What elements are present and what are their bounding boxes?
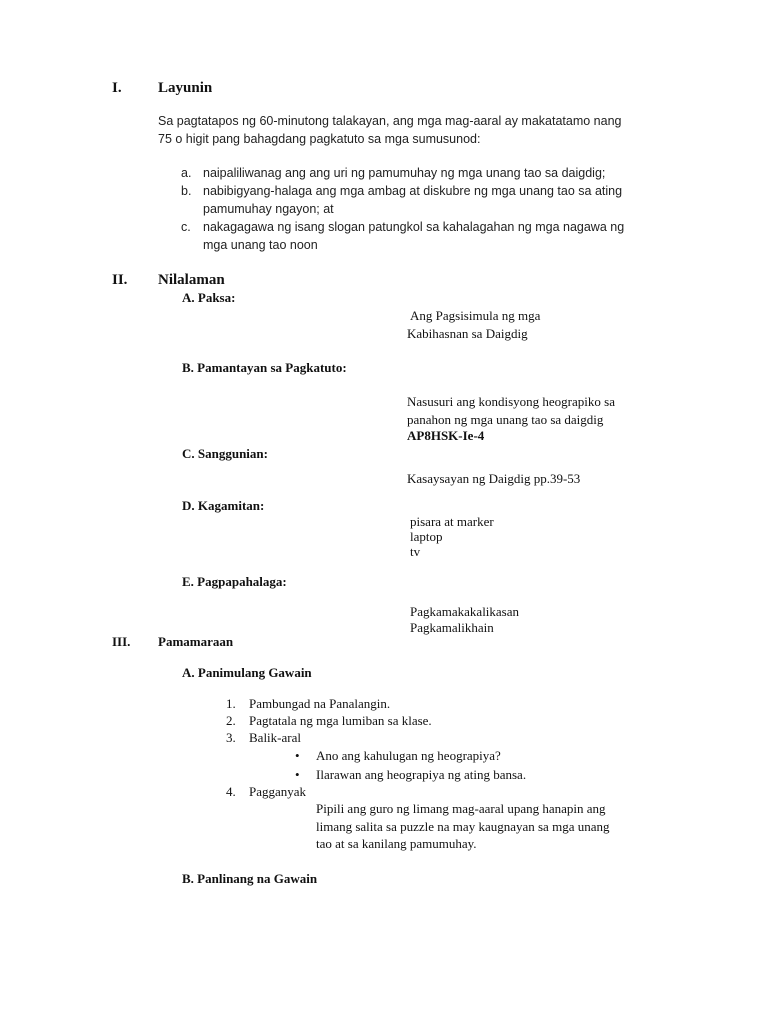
section-1-title: Layunin	[158, 80, 213, 96]
objective-a-marker: a.	[181, 166, 192, 180]
sanggunian-text: Kasaysayan ng Daigdig pp.39-53	[407, 471, 581, 486]
paksa-line-1: Ang Pagsisimula ng mga	[410, 308, 541, 323]
objective-c-line-2: mga unang tao noon	[203, 238, 318, 252]
paksa-label: A. Paksa:	[182, 290, 236, 305]
section-2-title: Nilalaman	[158, 272, 225, 288]
pamantayan-line-1: Nasusuri ang kondisyong heograpiko sa	[407, 394, 615, 409]
objective-c-marker: c.	[181, 220, 191, 234]
intro-line-2: 75 o higit pang bahagdang pagkatuto sa mga sumusunod:	[158, 132, 481, 146]
objective-b-line-1: nabibigyang-halaga ang mga ambag at diskubre ng mga unang tao sa ating	[203, 184, 623, 198]
paksa-line-2: Kabihasnan sa Daigdig	[407, 326, 528, 341]
panimulang-gawain-label: A. Panimulang Gawain	[182, 665, 312, 680]
step-text: Pambungad na Panalangin.	[249, 696, 391, 711]
objective-c-line-1: nakagagawa ng isang slogan patungkol sa kahalagahan ng mga nagawa ng	[203, 220, 625, 234]
pagganyak-detail-line: limang salita sa puzzle na may kaugnayan sa mga unang	[316, 819, 610, 834]
bullet-icon: •	[295, 767, 300, 782]
section-2-numeral: II.	[112, 272, 128, 288]
step-number: 4.	[226, 784, 236, 799]
kagamitan-item: pisara at marker	[410, 514, 494, 529]
sanggunian-label: C. Sanggunian:	[182, 446, 268, 461]
step-text: Pagganyak	[249, 784, 307, 799]
pagpapahalaga-label: E. Pagpapahalaga:	[182, 574, 287, 589]
pagganyak-detail-line: Pipili ang guro ng limang mag-aaral upang hanapin ang	[316, 801, 606, 816]
objective-b-marker: b.	[181, 184, 192, 198]
objective-b-line-2: pamumuhay ngayon; at	[203, 202, 334, 216]
section-3-numeral: III.	[112, 634, 131, 649]
bullet-text: Ilarawan ang heograpiya ng ating bansa.	[316, 767, 527, 782]
bullet-icon: •	[295, 748, 300, 763]
step-number: 1.	[226, 696, 236, 711]
pamantayan-line-2: panahon ng mga unang tao sa daigdig	[407, 412, 604, 427]
pagganyak-detail-line: tao at sa kanilang pamumuhay.	[316, 836, 477, 851]
pagpapahalaga-item: Pagkamalikhain	[410, 620, 494, 635]
pamantayan-label: B. Pamantayan sa Pagkatuto:	[182, 360, 347, 375]
competency-code: AP8HSK-Ie-4	[407, 428, 485, 443]
step-text: Pagtatala ng mga lumiban sa klase.	[249, 713, 432, 728]
intro-line-1: Sa pagtatapos ng 60-minutong talakayan, ang mga mag-aaral ay makatatamo nang	[158, 114, 622, 128]
kagamitan-label: D. Kagamitan:	[182, 498, 265, 513]
objective-a-line-1: naipaliliwanag ang ang uri ng pamumuhay ng mga unang tao sa daigdig;	[203, 166, 606, 180]
pagpapahalaga-item: Pagkamakakalikasan	[410, 604, 520, 619]
step-text: Balik-aral	[249, 730, 301, 745]
step-number: 2.	[226, 713, 236, 728]
kagamitan-item: tv	[410, 544, 421, 559]
section-3-title: Pamamaraan	[158, 634, 234, 649]
step-number: 3.	[226, 730, 236, 745]
panlinang-gawain-label: B. Panlinang na Gawain	[182, 871, 318, 886]
section-1-numeral: I.	[112, 80, 122, 96]
bullet-text: Ano ang kahulugan ng heograpiya?	[316, 748, 501, 763]
kagamitan-item: laptop	[410, 529, 443, 544]
